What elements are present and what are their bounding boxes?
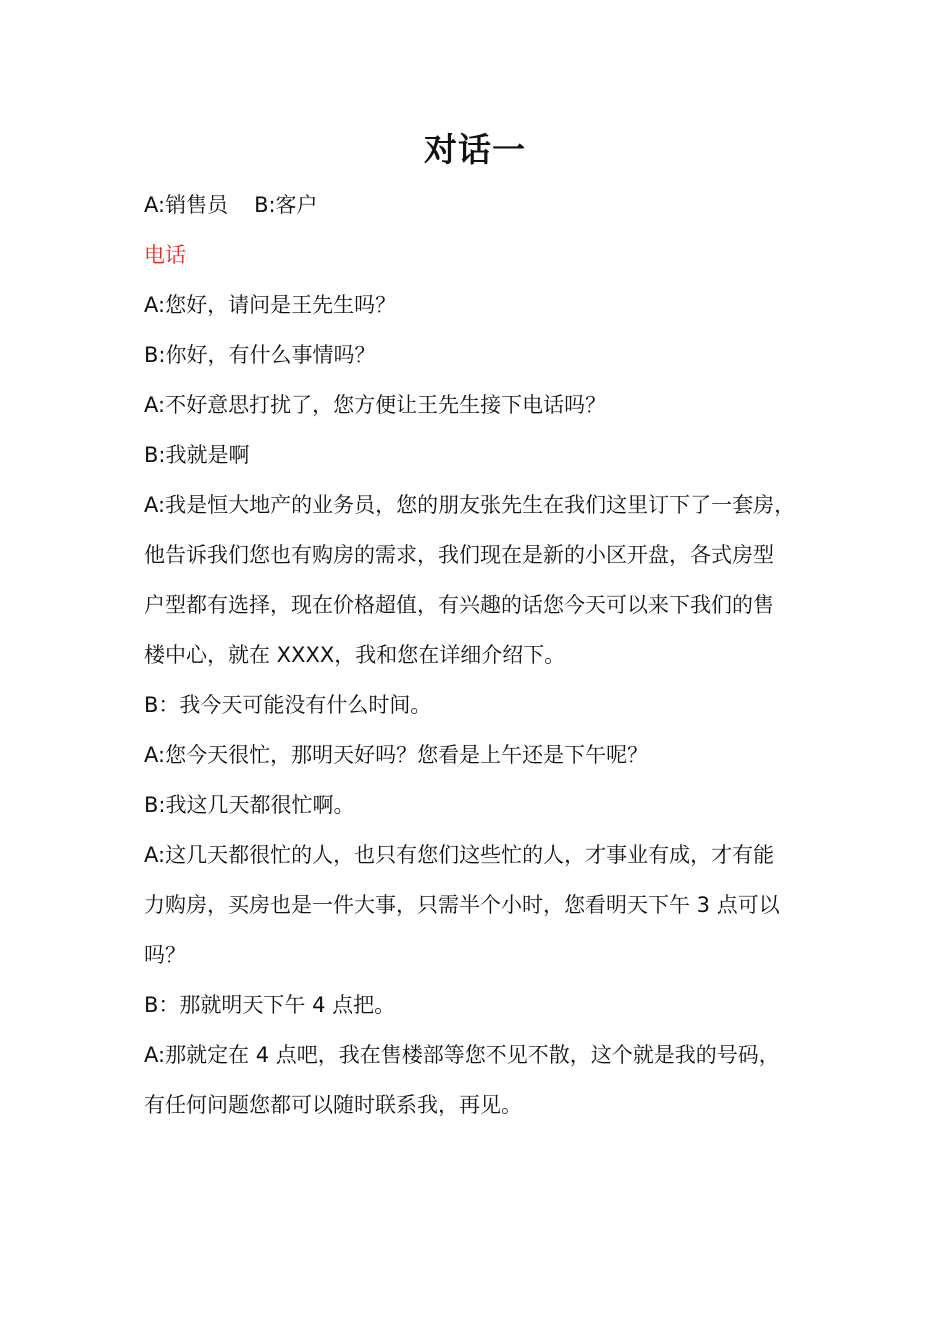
section-heading: 电话 [144, 243, 186, 267]
dialogue-turn [144, 380, 824, 430]
dialogue-turn [144, 480, 824, 680]
dialogue-list [144, 280, 824, 1130]
dialogue-turn [144, 330, 824, 380]
document-body [144, 180, 824, 1130]
role-b: B:客户 [254, 193, 318, 217]
dialogue-turn [144, 680, 824, 730]
roles-line [144, 180, 824, 230]
dialogue-line: A:那就定在 4 点吧，我在售楼部等您不见不散，这个就是我的号码， [144, 1043, 780, 1067]
dialogue-turn [144, 830, 824, 980]
dialogue-line: B:我这几天都很忙啊。 [144, 793, 355, 817]
dialogue-line: B：那就明天下午 4 点把。 [144, 993, 396, 1017]
dialogue-turn [144, 430, 824, 480]
document-title: 对话一 [424, 130, 526, 169]
dialogue-line: 他告诉我们您也有购房的需求，我们现在是新的小区开盘，各式房型 [144, 543, 774, 567]
dialogue-line: 吗？ [144, 943, 186, 967]
dialogue-line: 力购房，买房也是一件大事，只需半个小时，您看明天下午 3 点可以 [144, 893, 780, 917]
dialogue-turn [144, 780, 824, 830]
dialogue-turn [144, 730, 824, 780]
dialogue-line: A:我是恒大地产的业务员，您的朋友张先生在我们这里订下了一套房， [144, 493, 796, 517]
dialogue-line: A:不好意思打扰了，您方便让王先生接下电话吗？ [144, 393, 607, 417]
dialogue-line: A:这几天都很忙的人，也只有您们这些忙的人，才事业有成，才有能 [144, 843, 775, 867]
dialogue-turn [144, 1030, 824, 1130]
dialogue-line: B:我就是啊 [144, 443, 250, 467]
dialogue-turn [144, 980, 824, 1030]
dialogue-line: B：我今天可能没有什么时间。 [144, 693, 432, 717]
role-a: A:销售员 [144, 193, 229, 217]
dialogue-line: 户型都有选择，现在价格超值，有兴趣的话您今天可以来下我们的售 [144, 593, 774, 617]
dialogue-line: A:您今天很忙，那明天好吗？您看是上午还是下午呢？ [144, 743, 649, 767]
dialogue-line: 有任何问题您都可以随时联系我，再见。 [144, 1093, 522, 1117]
dialogue-line: A:您好，请问是王先生吗？ [144, 293, 397, 317]
dialogue-turn [144, 280, 824, 330]
dialogue-line: 楼中心，就在 XXXX，我和您在详细介绍下。 [144, 643, 566, 667]
dialogue-line: B:你好，有什么事情吗？ [144, 343, 376, 367]
